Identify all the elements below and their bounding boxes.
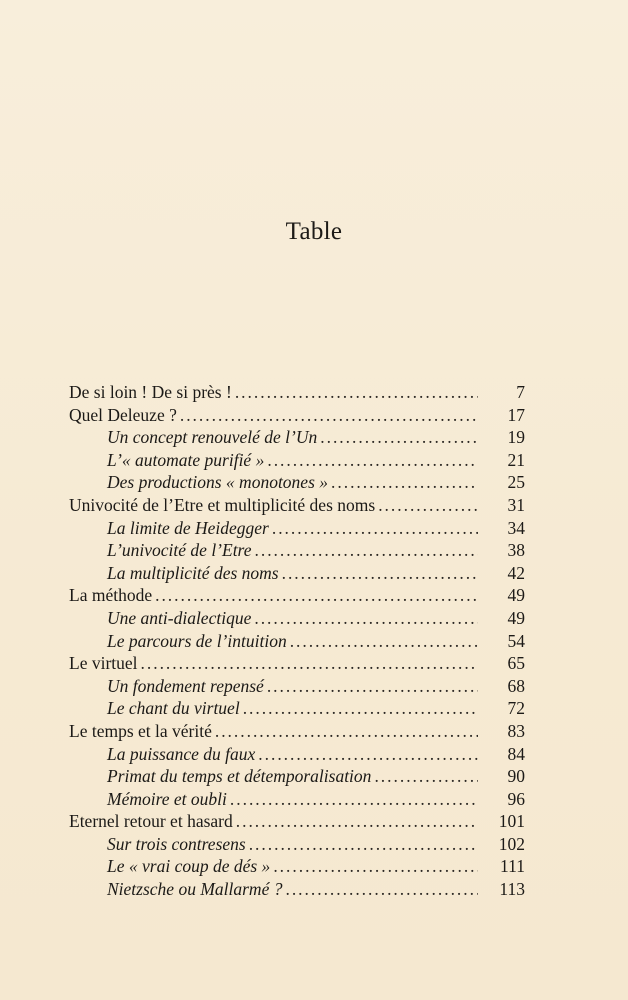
dot-leader (267, 449, 478, 472)
toc-entry-label: Le « vrai coup de dés » (107, 856, 271, 877)
toc-page-number: 84 (507, 743, 525, 764)
toc-page-number: 102 (498, 833, 525, 854)
toc-subentry (69, 697, 525, 720)
toc-subentry (69, 426, 525, 449)
toc-entry-label: La multiplicité des noms (107, 562, 279, 583)
toc-entry (69, 720, 525, 743)
dot-leader (320, 426, 478, 449)
toc-entry (69, 381, 525, 404)
toc-entry-label: L’univocité de l’Etre (107, 540, 252, 561)
toc-entry-label: Sur trois contresens (107, 833, 246, 854)
dot-leader (249, 833, 478, 856)
toc-page-number: 17 (507, 404, 525, 425)
toc-subentry (69, 539, 525, 562)
toc-page-number: 42 (507, 562, 525, 583)
dot-leader (255, 539, 479, 562)
toc-entry-label: Des productions « monotones » (107, 472, 329, 493)
toc-entry-label: Primat du temps et détemporalisation (107, 766, 372, 787)
toc-page-number: 101 (498, 811, 525, 832)
toc-entry-label: Un concept renouvelé de l’Un (107, 427, 318, 448)
dot-leader (374, 765, 478, 788)
toc-subentry (69, 833, 525, 856)
toc-entry-label: La puissance du faux (107, 743, 256, 764)
toc-subentry (69, 765, 525, 788)
toc-subentry (69, 449, 525, 472)
toc-page-number: 49 (507, 607, 525, 628)
toc-subentry (69, 517, 525, 540)
dot-leader (285, 878, 478, 901)
dot-leader (155, 584, 478, 607)
dot-leader (215, 720, 478, 743)
page-title: Table (285, 218, 343, 245)
dot-leader (290, 630, 478, 653)
toc-entry-label: Un fondement repensé (107, 675, 264, 696)
toc-entry-label: Mémoire et oubli (107, 788, 227, 809)
toc-subentry (69, 675, 525, 698)
dot-leader (378, 494, 478, 517)
dot-leader (235, 381, 478, 404)
toc-page-number: 113 (499, 879, 525, 900)
toc-entry-label: Une anti-dialectique (107, 607, 252, 628)
dot-leader (272, 517, 478, 540)
toc-subentry (69, 878, 525, 901)
toc-entry (69, 810, 525, 833)
toc-entry-label: Quel Deleuze ? (69, 404, 177, 425)
toc-page-number: 54 (507, 630, 525, 651)
toc-entry (69, 652, 525, 675)
dot-leader (254, 607, 478, 630)
toc-entry-label: Univocité de l’Etre et multiplicité des noms (69, 494, 376, 515)
dot-leader (141, 652, 478, 675)
toc-entry-label: Nietzsche ou Mallarmé ? (107, 879, 283, 900)
toc-page-number: 90 (507, 766, 525, 787)
toc-subentry (69, 855, 525, 878)
dot-leader (230, 788, 478, 811)
toc-page-number: 49 (507, 585, 525, 606)
toc-page-number: 21 (507, 449, 525, 470)
toc-entry-label: Le parcours de l’intuition (107, 630, 287, 651)
toc-entry-label: Eternel retour et hasard (69, 811, 233, 832)
toc-entry-label: La méthode (69, 585, 153, 606)
toc-page-number: 25 (507, 472, 525, 493)
toc-entry-label: Le virtuel (69, 653, 138, 674)
dot-leader (236, 810, 478, 833)
toc-entry-label: Le chant du virtuel (107, 698, 240, 719)
toc-subentry (69, 562, 525, 585)
toc-page-number: 31 (507, 494, 525, 515)
toc-subentry (69, 471, 525, 494)
dot-leader (243, 697, 478, 720)
toc-entry-label: La limite de Heidegger (107, 517, 269, 538)
toc-entry (69, 584, 525, 607)
toc-page-number: 19 (507, 427, 525, 448)
toc-entry (69, 494, 525, 517)
toc-subentry (69, 607, 525, 630)
dot-leader (273, 855, 478, 878)
toc-page-number: 7 (516, 382, 525, 402)
toc-entry (69, 404, 525, 427)
toc-entry-label: L’« automate purifié » (107, 449, 265, 470)
toc-subentry (69, 743, 525, 766)
toc-page-number: 34 (507, 517, 525, 538)
toc-subentry (69, 788, 525, 811)
toc-page-number: 72 (507, 698, 525, 719)
toc-entry-label: Le temps et la vérité (69, 720, 212, 741)
toc-subentry (69, 630, 525, 653)
toc-page-number: 111 (500, 856, 525, 877)
toc-page-number: 38 (507, 540, 525, 561)
toc-page-number: 68 (507, 675, 525, 696)
toc-entry-label: De si loin ! De si près ! (69, 382, 232, 402)
dot-leader (258, 743, 478, 766)
toc-page-number: 83 (507, 720, 525, 741)
dot-leader (331, 471, 478, 494)
dot-leader (180, 404, 478, 427)
dot-leader (267, 675, 478, 698)
table-of-contents (69, 381, 525, 901)
dot-leader (282, 562, 478, 585)
toc-page-number: 96 (507, 788, 525, 809)
toc-page-number: 65 (507, 653, 525, 674)
